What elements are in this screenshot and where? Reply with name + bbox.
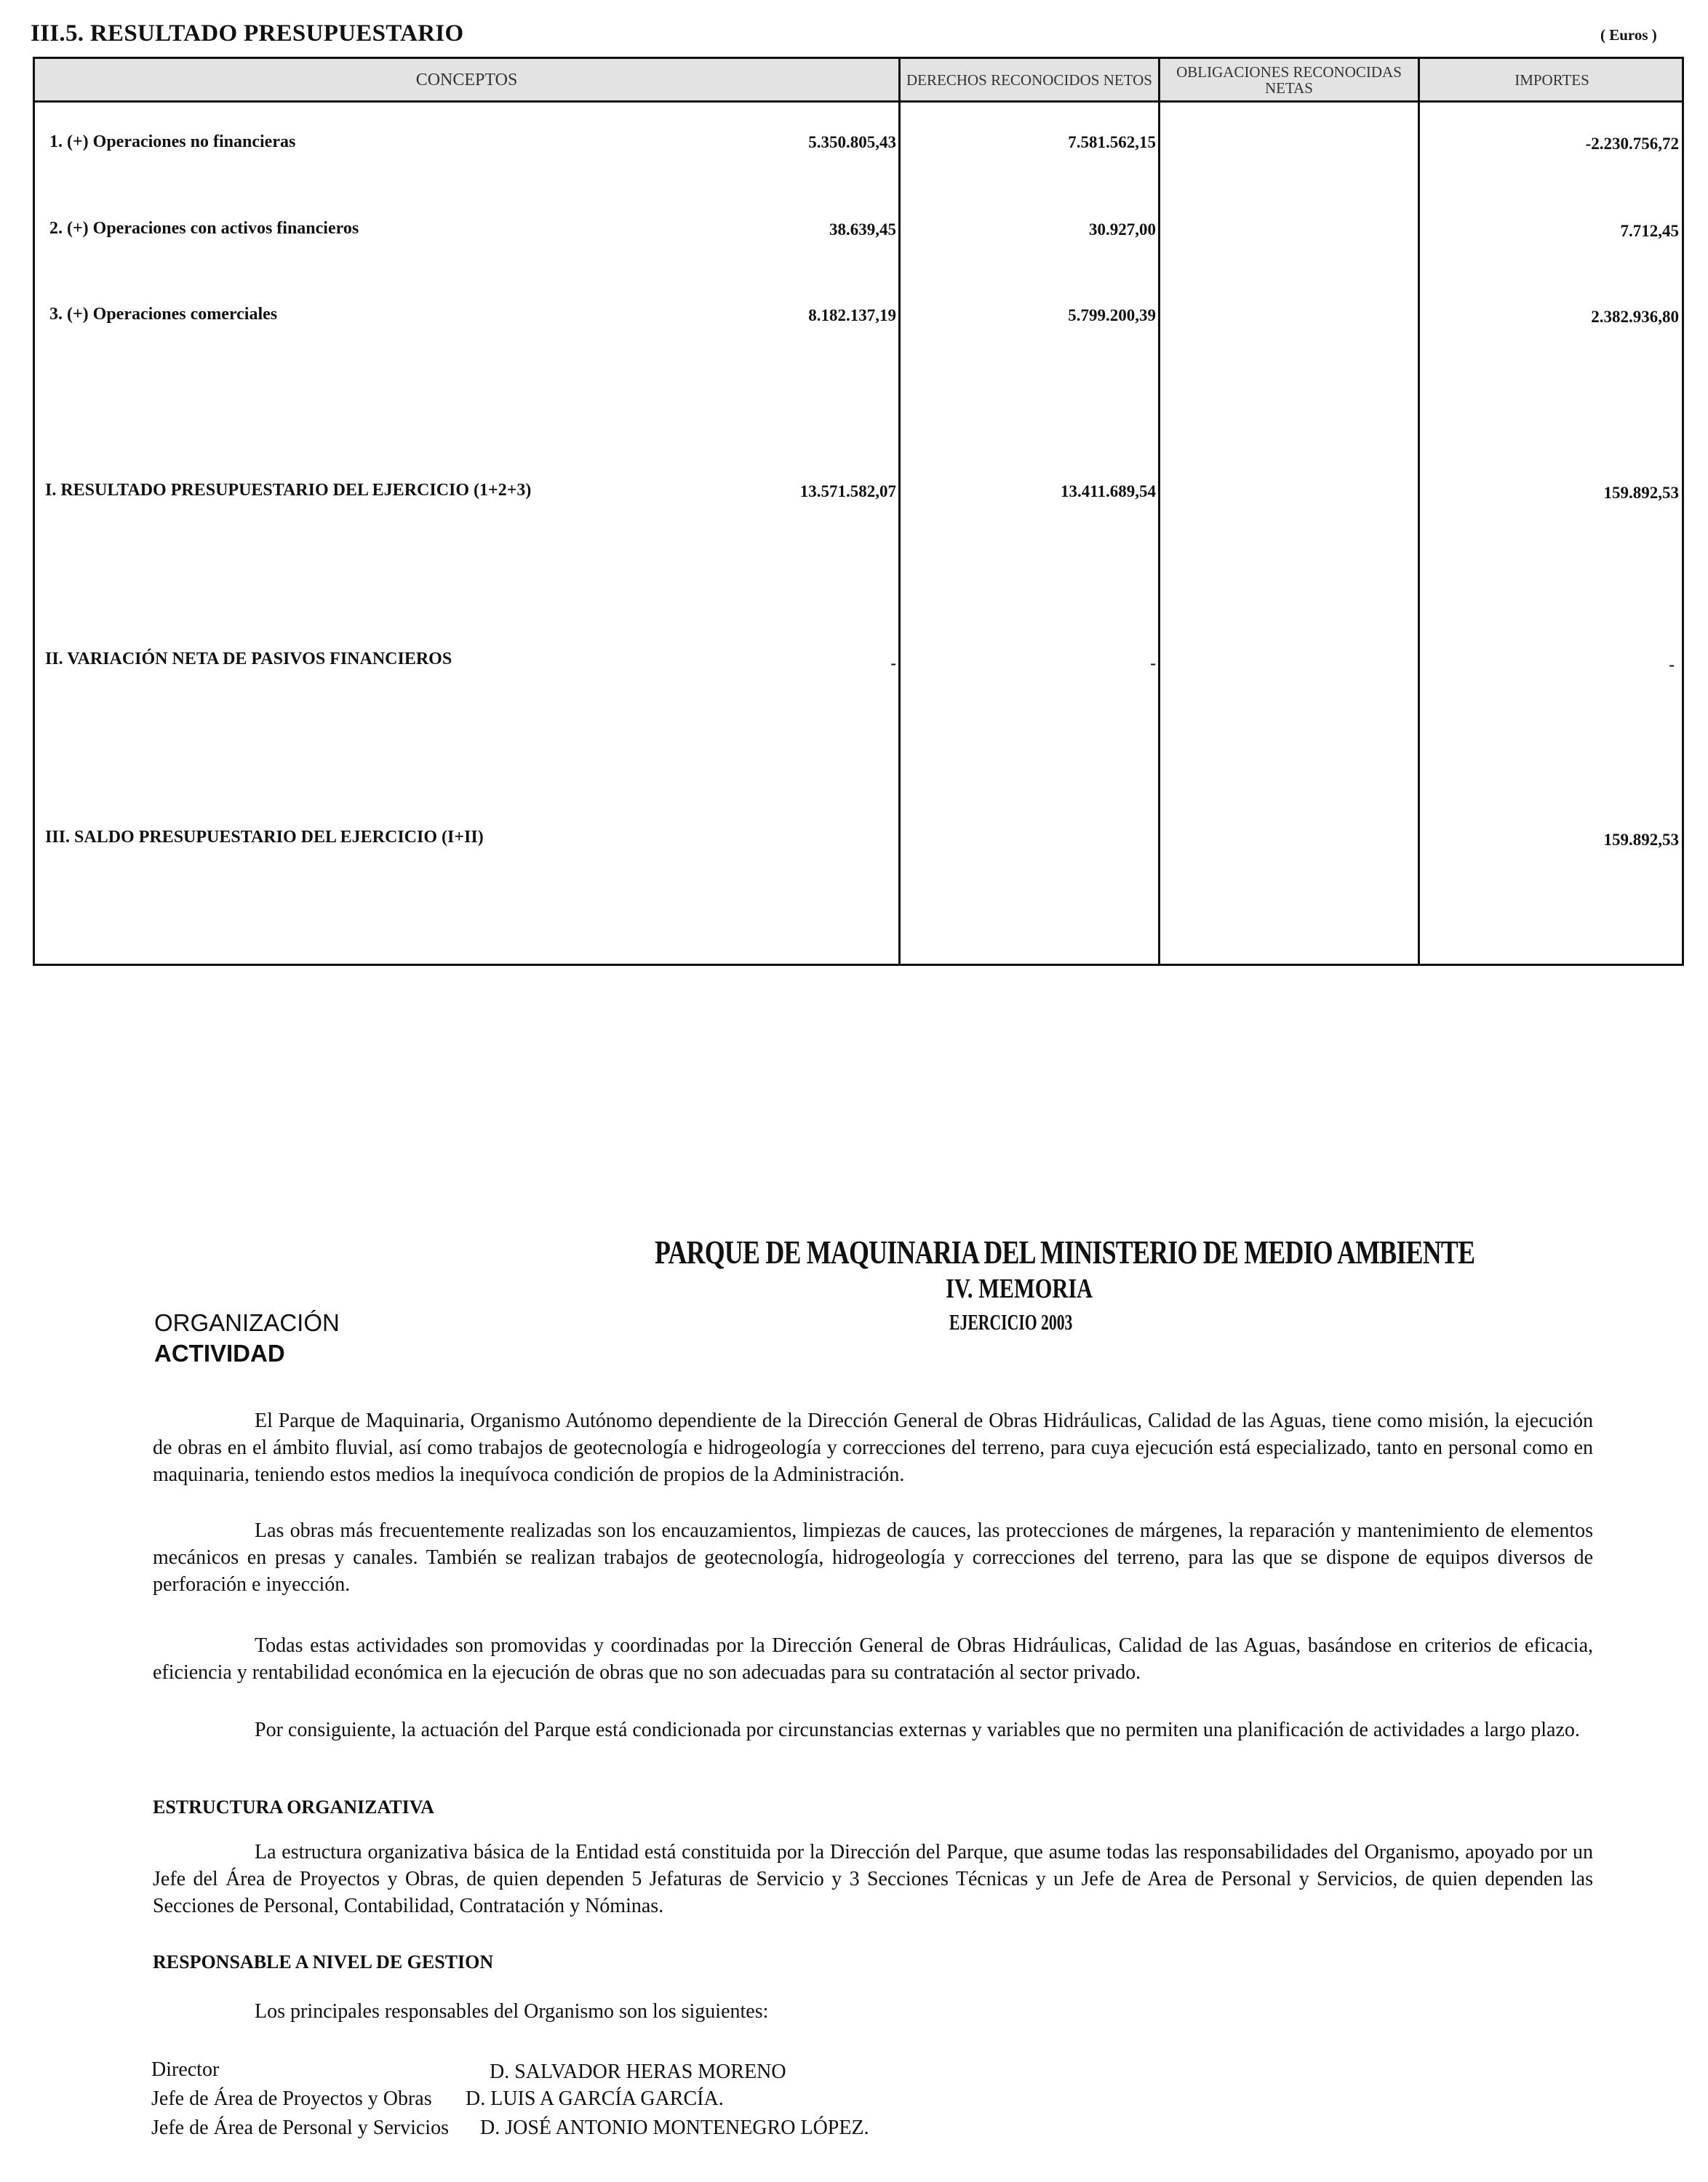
row-label: 2. (+) Operaciones con activos financieros [49,219,359,238]
header-importes: IMPORTES [1515,71,1589,89]
column-divider [898,59,901,964]
paragraph: Todas estas actividades son promovidas y coordinadas por la Dirección General de Obras Hidráulicas, Calidad de las Aguas, basándose en criterios de eficacia, eficiencia y rentabilidad económica en la ejecución de obras que no son adecuadas para su contratación al sector privado. [153,1634,1593,1684]
actividad-heading: ACTIVIDAD [154,1340,285,1367]
paragraph: Las obras más frecuentemente realizadas son los encauzamientos, limpiezas de cauces, las protecciones de márgenes, la reparación y mantenimiento de elementos mecánicos en presas y canales. También se realizan trabajos de geotecnología, hidrogeología y correcciones del terreno, para las que se dispone de equipos diversos de perforación e inyección. [153,1519,1593,1596]
paragraph: Por consiguiente, la actuación del Parque está condicionada por circunstancias externas y variables que no permiten una planificación de actividades a largo plazo. [255,1719,1580,1741]
row-derechos: 5.350.805,43 [808,133,896,151]
row-derechos: 38.639,45 [829,220,896,239]
row-obligaciones: 30.927,00 [1089,220,1156,239]
row-obligaciones: 5.799.200,39 [1068,306,1156,324]
responsable-name: D. JOSÉ ANTONIO MONTENEGRO LÓPEZ. [480,2117,869,2139]
table-header [35,59,1682,103]
organizacion-heading: ORGANIZACIÓN [154,1309,340,1336]
row-label: III. SALDO PRESUPUESTARIO DEL EJERCICIO (I+II) [45,828,484,847]
responsable-name: D. SALVADOR HERAS MORENO [490,2061,786,2083]
memoria-title: PARQUE DE MAQUINARIA DEL MINISTERIO DE MEDIO AMBIENTE [655,1234,1475,1271]
header-obligaciones: OBLIGACIONES RECONOCIDAS NETAS [1176,63,1402,97]
row-derechos: 8.182.137,19 [808,306,896,324]
section-title: III.5. RESULTADO PRESUPUESTARIO [31,20,464,47]
estructura-heading: ESTRUCTURA ORGANIZATIVA [153,1797,434,1818]
row-importes: 7.712,45 [1620,222,1679,240]
row-derechos: 13.571.582,07 [799,482,896,500]
row-obligaciones: 13.411.689,54 [1061,482,1156,500]
responsable-heading: RESPONSABLE A NIVEL DE GESTION [153,1951,494,1973]
memoria-subtitle: IV. MEMORIA [946,1274,1093,1304]
row-derechos: - [890,654,896,672]
column-divider [1158,59,1160,964]
row-importes: 159.892,53 [1603,484,1679,502]
row-importes: -2.230.756,72 [1585,135,1679,153]
responsable-name: D. LUIS A GARCÍA GARCÍA. [466,2087,724,2110]
memoria-year: EJERCICIO 2003 [949,1309,1073,1335]
row-label: I. RESULTADO PRESUPUESTARIO DEL EJERCICIO (1+2+3) [45,481,532,500]
row-importes: - [1669,655,1675,674]
row-label: 3. (+) Operaciones comerciales [49,305,278,324]
column-divider [1418,59,1420,964]
units-label: ( Euros ) [1600,26,1657,44]
header-derechos: DERECHOS RECONOCIDOS NETOS [906,71,1152,89]
responsable-role: Director [151,2058,220,2081]
header-conceptos: CONCEPTOS [415,70,518,89]
estructura-paragraph: La estructura organizativa básica de la Entidad está constituida por la Dirección del Parque, que asume todas las responsabilidades del Organismo, apoyado por un Jefe del Área de Proyectos y Obras, de quien dependen 5 Jefaturas de Servicio y 3 Secciones Técnicas y un Jefe de Area de Personal y Servicios, de quien dependen las Secciones de Personal, Contabilidad, Contratación y Nóminas. [153,1841,1593,1917]
budget-result-table [33,57,1684,966]
responsable-intro: Los principales responsables del Organismo son los siguientes: [255,2000,769,2023]
paragraph: El Parque de Maquinaria, Organismo Autónomo dependiente de la Dirección General de Obras Hidráulicas, Calidad de las Aguas, tiene como misión, la ejecución de obras en el ámbito fluvial, así como trabajos de geotecnología e hidrogeología y correcciones del terreno, para cuya ejecución está especializado, tanto en personal como en maquinaria, teniendo estos medios la inequívoca condición de propios de la Administración. [153,1410,1593,1486]
row-obligaciones: - [1150,654,1156,672]
responsable-role: Jefe de Área de Personal y Servicios [151,2117,449,2139]
responsable-role: Jefe de Área de Proyectos y Obras [151,2087,432,2110]
row-label: 1. (+) Operaciones no financieras [49,132,296,151]
row-importes: 2.382.936,80 [1591,308,1679,326]
row-label: II. VARIACIÓN NETA DE PASIVOS FINANCIEROS [45,650,452,668]
row-obligaciones: 7.581.562,15 [1068,133,1156,151]
row-importes: 159.892,53 [1603,831,1679,849]
